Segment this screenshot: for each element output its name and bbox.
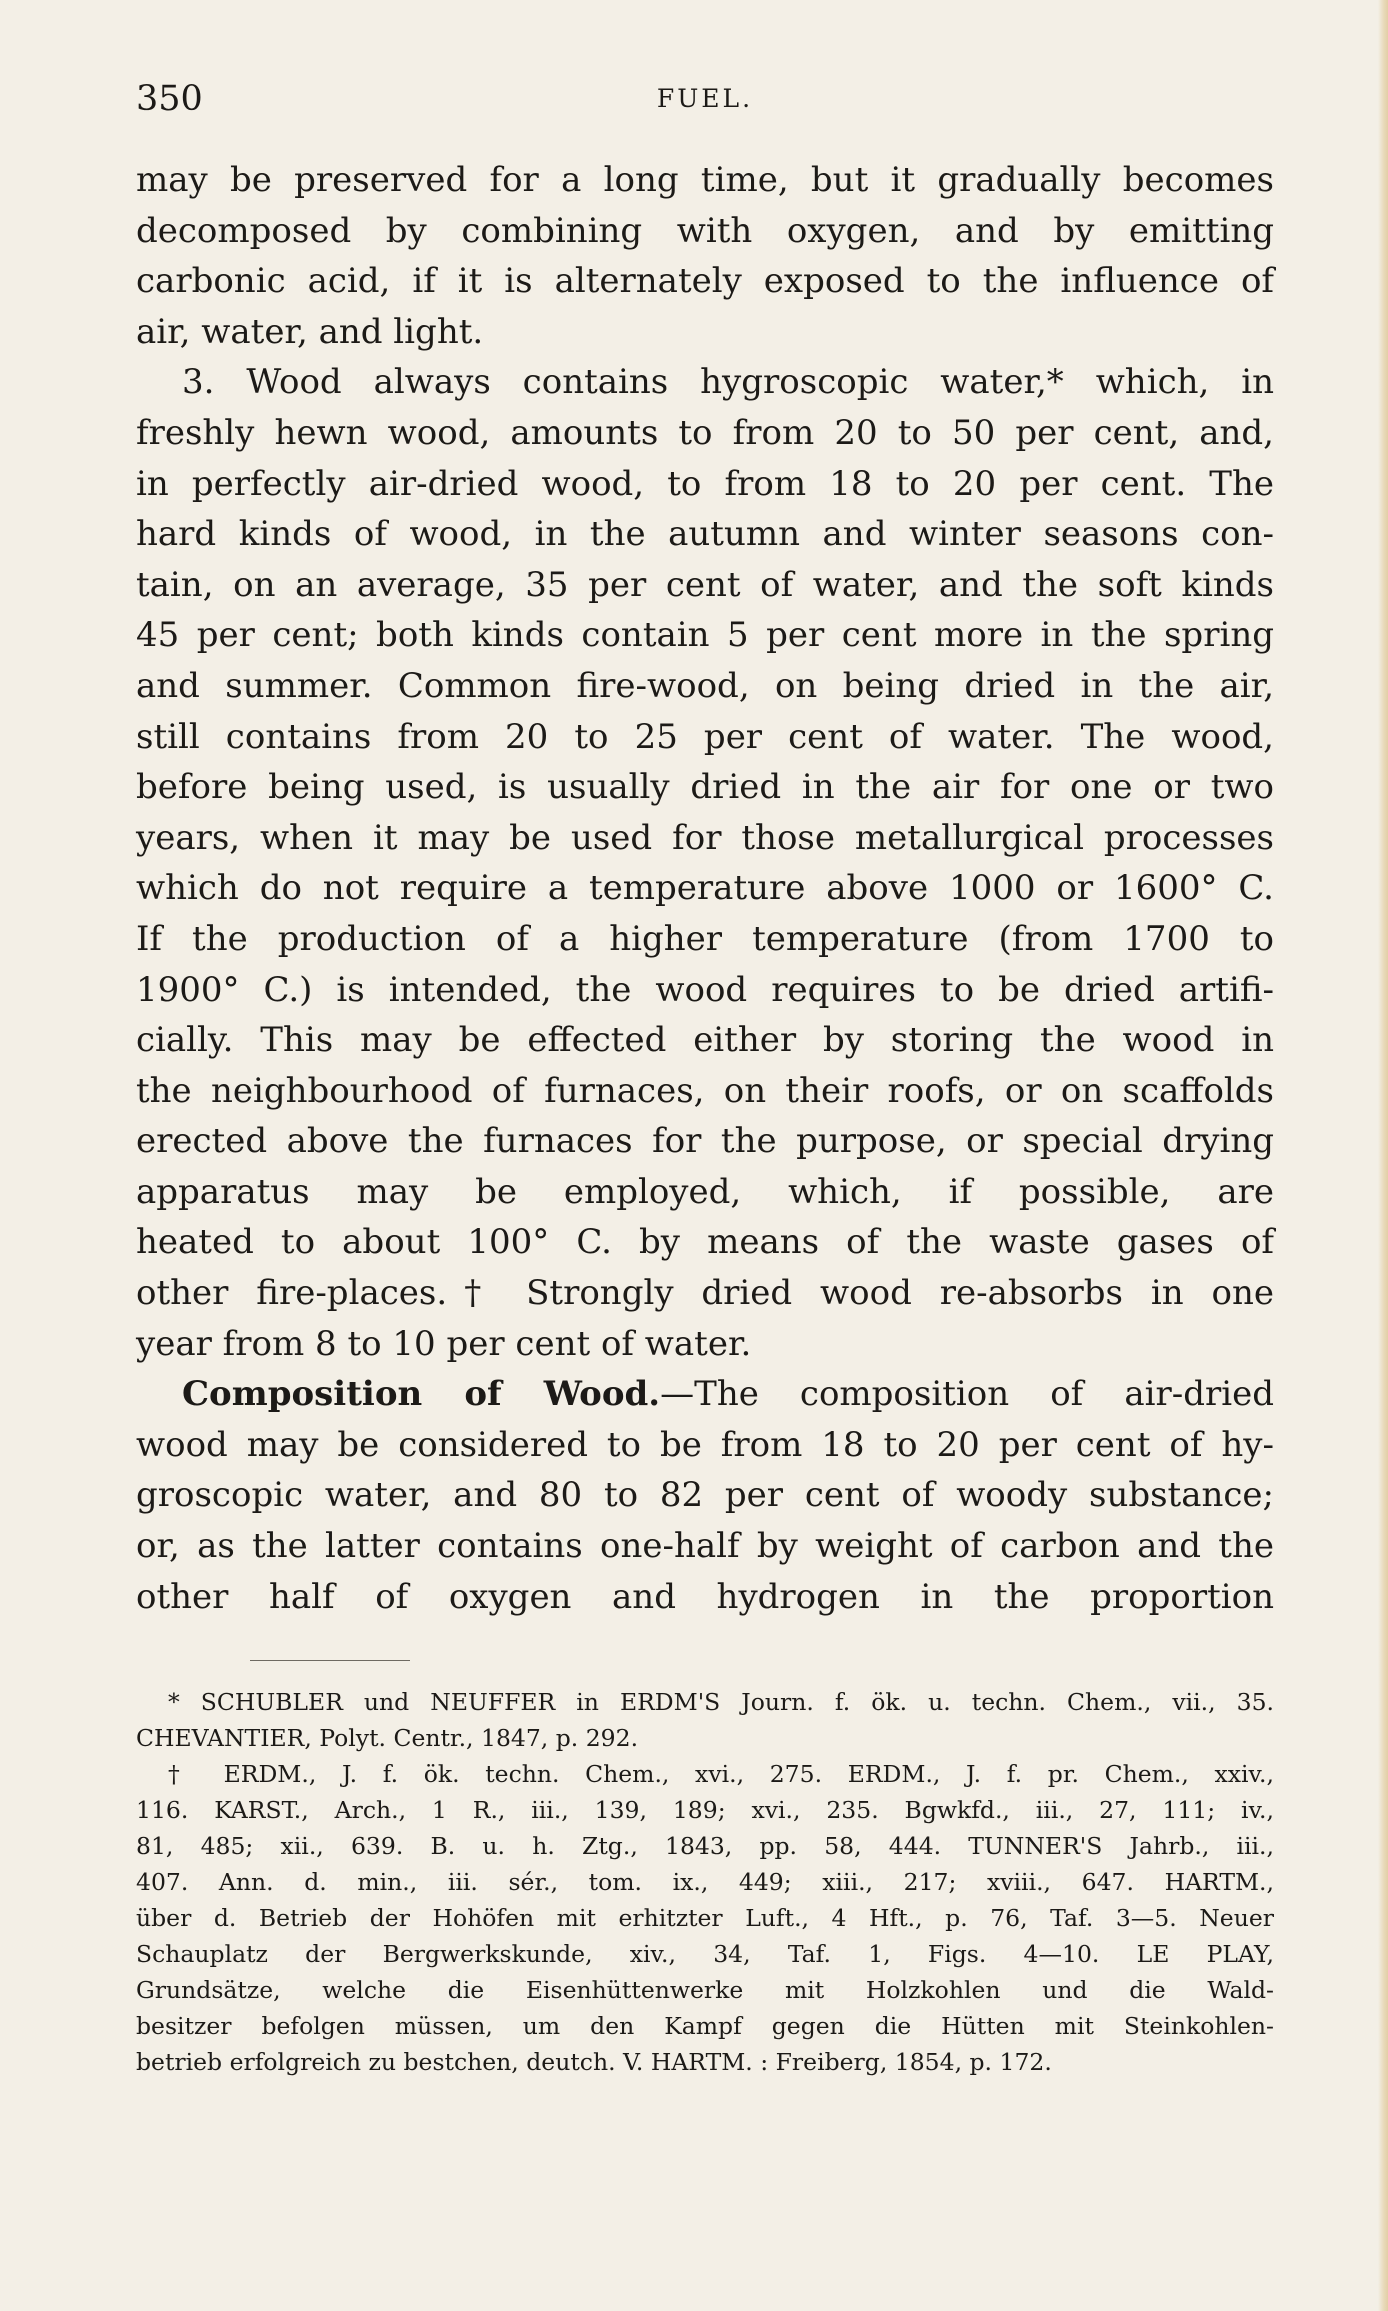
text-line: which do not require a temperature above 1000 or 1600° C. [136,868,1274,909]
text-line: before being used, is usually dried in the air for one or two [136,767,1274,808]
text-line: tain, on an average, 35 per cent of water, and the soft kinds [136,564,1274,605]
footnote-line: betrieb erfolgreich zu bestchen, deutch. V. HARTM. : Freiberg, 1854, p. 172. [136,2048,1052,2076]
footnotes [136,1684,1274,2080]
text-line: erected above the furnaces for the purpose, or special drying [136,1121,1274,1162]
text-line: groscopic water, and 80 to 82 per cent of woody substance; [136,1475,1274,1516]
text-line: If the production of a higher temperature (from 1700 to [136,918,1274,959]
text-line: heated to about 100° C. by means of the waste gases of [136,1222,1274,1263]
footnote-line: † ERDM., J. f. ök. techn. Chem., xvi., 275. ERDM., J. f. pr. Chem., xxiv., [168,1760,1274,1788]
body-text [136,155,1274,1622]
footnote-line: Schauplatz der Bergwerkskunde, xiv., 34, Taf. 1, Figs. 4—10. LE PLAY, [136,1940,1274,1968]
text-line: in perfectly air-dried wood, to from 18 to 20 per cent. The [136,463,1274,504]
text-line: 1900° C.) is intended, the wood requires to be dried artifi- [136,969,1274,1010]
text-line: hard kinds of wood, in the autumn and winter seasons con- [136,514,1274,555]
page-number: 350 [136,79,203,119]
text-line: freshly hewn wood, amounts to from 20 to 50 per cent, and, [136,412,1274,453]
footnote-line: Grundsätze, welche die Eisenhüttenwerke mit Holzkohlen und die Wald- [136,1976,1274,2004]
section-heading: Composition of Wood. [182,1374,661,1415]
footnote-line: 116. KARST., Arch., 1 R., iii., 139, 189; xvi., 235. Bgwkfd., iii., 27, 111; iv., [136,1796,1274,1824]
footnote-line: besitzer befolgen müssen, um den Kampf gegen die Hütten mit Steinkohlen- [136,2012,1274,2040]
text-line: or, as the latter contains one-half by weight of carbon and the [136,1526,1274,1567]
text-line: years, when it may be used for those metallurgical processes [136,817,1274,858]
footnote-rule [250,1660,410,1661]
page-edge [1378,0,1388,2311]
text-line: decomposed by combining with oxygen, and by emitting [136,210,1274,251]
footnote-line: * SCHUBLER und NEUFFER in ERDM'S Journ. f. ök. u. techn. Chem., vii., 35. [168,1688,1274,1716]
text-line: and summer. Common fire-wood, on being dried in the air, [136,665,1274,706]
text-line: apparatus may be employed, which, if possible, are [136,1171,1274,1212]
text-line: air, water, and light. [136,311,484,352]
footnote-line: CHEVANTIER, Polyt. Centr., 1847, p. 292. [136,1724,639,1752]
text-line: wood may be considered to be from 18 to 20 per cent of hy- [136,1424,1274,1465]
text-line: may be preserved for a long time, but it gradually becomes [136,160,1274,200]
text-line: other fire-places.† Strongly dried wood re-absorbs in one [136,1273,1274,1314]
text-line: year from 8 to 10 per cent of water. [136,1323,752,1364]
section-start-line [136,1369,1274,1420]
page-header [136,74,1274,124]
footnote-line: 81, 485; xii., 639. B. u. h. Ztg., 1843, pp. 58, 444. TUNNER'S Jahrb., iii., [136,1832,1274,1860]
text-line: carbonic acid, if it is alternately exposed to the influence of [136,261,1274,302]
text-line: cially. This may be effected either by storing the wood in [136,1020,1274,1061]
text-line: still contains from 20 to 25 per cent of water. The wood, [136,716,1274,757]
text-line: 45 per cent; both kinds contain 5 per cent more in the spring [136,615,1274,656]
text-line: the neighbourhood of furnaces, on their roofs, or on scaffolds [136,1070,1274,1111]
running-head: FUEL. [656,84,754,113]
section-heading-continuation: —The composition of air-dried [660,1374,1274,1415]
text-line: other half of oxygen and hydrogen in the proportion [136,1576,1274,1617]
footnote-line: 407. Ann. d. min., iii. sér., tom. ix., 449; xiii., 217; xviii., 647. HARTM., [136,1868,1274,1896]
footnote-line: über d. Betrieb der Hohöfen mit erhitzter Luft., 4 Hft., p. 76, Taf. 3—5. Neuer [136,1904,1274,1932]
paragraph-start-line: 3. Wood always contains hygroscopic water,* which, in [182,362,1274,403]
